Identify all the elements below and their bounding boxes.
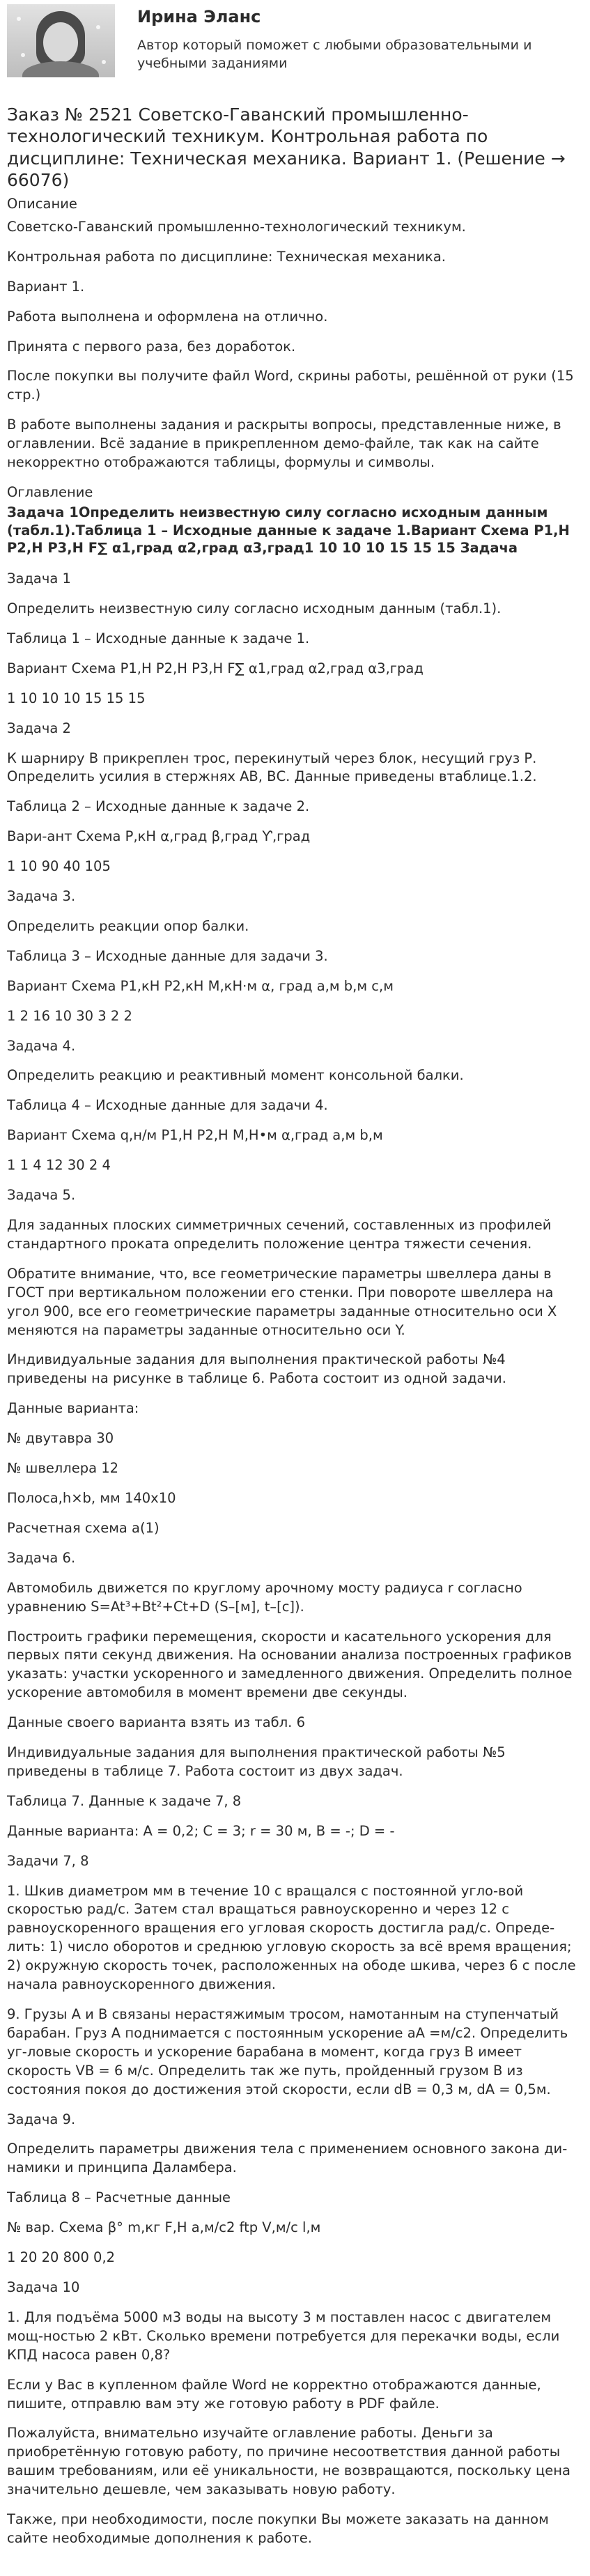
content-paragraph: 1 2 16 10 30 3 2 2 [7, 1007, 132, 1024]
content-paragraph: Задача 4. [7, 1037, 76, 1054]
description-paragraph: Вариант 1. [7, 278, 85, 295]
content-paragraph: 1 20 20 800 0,2 [7, 2249, 116, 2266]
description-paragraph: Принята с первого раза, без доработок. [7, 338, 296, 355]
content-paragraph: Вари-ант Схема Р,кН α,град β,град Ƴ,град [7, 828, 311, 845]
content-paragraph: Таблица 7. Данные к задаче 7, 8 [7, 1792, 242, 1809]
author-header [7, 0, 583, 77]
description-paragraph: В работе выполнены задания и раскрыты вопросы, представленные ниже, в оглавлении. Всё задание в прикрепленном демо-файле, так как на сайте некорректно отображаются таблицы, формулы и символы. [7, 417, 561, 471]
content-paragraph: Определить неизвестную силу согласно исходным данным (табл.1). [7, 600, 502, 616]
content-paragraph: Индивидуальные задания для выполнения практической работы №5 приведены в таблице 7. Работа состоит из двух задач. [7, 1744, 506, 1779]
content-paragraph: Задача 3. [7, 888, 76, 905]
content-paragraph: Вариант Схема P1,кН P2,кН M,кН·м α, град a,м b,м c,м [7, 977, 394, 994]
author-description: Автор который поможет с любыми образовательными и учебными заданиями [137, 38, 532, 71]
content-paragraph: Таблица 2 – Исходные данные к задаче 2. [7, 798, 310, 815]
content-paragraph: Данные варианта: [7, 1400, 139, 1417]
content-paragraph: Таблица 4 – Исходные данные для задачи 4. [7, 1097, 328, 1114]
content-paragraph: Задача 6. [7, 1549, 76, 1566]
content-paragraph: Задача 10 [7, 2279, 80, 2295]
content-paragraph: 1. Для подъёма 5000 м3 воды на высоту 3 м поставлен насос с двигателем мощ-ностью 2 кВт. Сколько времени потребуется для перекачки воды, если КПД насоса равен 0,8? [7, 2309, 560, 2363]
description-block [7, 218, 583, 472]
content-paragraph: Вариант Схема P1,Н P2,Н P3,Н F∑ α1,град α2,град α3,град [7, 660, 424, 676]
author-avatar[interactable] [7, 4, 115, 77]
content-paragraph: № вар. Схема β° m,кг F,Н a,м/с2 ftp V,м/с l,м [7, 2219, 321, 2236]
content-paragraph: 9. Грузы А и В связаны нерастяжимым тросом, намотанным на ступенчатый барабан. Груз А поднимается с постоянным ускорение aA =м/с2. Определить уг-ловые скорость и ускорение барабана в момент, когда груз В имеет скорость VB = 6 м/с. Определить так же путь, пройденный грузом В из состояния покоя до достижения этой скорости, если dB = 0,3 м, dA = 0,5м. [7, 2006, 568, 2097]
content-paragraph: Данные своего варианта взять из табл. 6 [7, 1714, 305, 1731]
content-paragraph: Если у Вас в купленном файле Word не корректно отображаются данные, пишите, отправлю вам эту же готовую работу в PDF файле. [7, 2376, 541, 2412]
content-paragraph: Определить реакцию и реактивный момент консольной балки. [7, 1067, 464, 1084]
content-paragraph: Таблица 8 – Расчетные данные [7, 2189, 231, 2206]
description-paragraph: Контрольная работа по дисциплине: Техническая механика. [7, 248, 446, 265]
description-paragraph: Работа выполнена и оформлена на отлично. [7, 308, 328, 325]
content-paragraph: № двутавра 30 [7, 1430, 114, 1447]
content-paragraph: Индивидуальные задания для выполнения практической работы №4 приведены на рисунке в таблице 6. Работа состоит из одной задачи. [7, 1351, 506, 1387]
content-paragraph: Задачи 7, 8 [7, 1852, 89, 1869]
content-paragraph: № швеллера 12 [7, 1460, 119, 1477]
content-paragraph: Для заданных плоских симметричных сечений, составленных из профилей стандартного проката определить положение центра тяжести сечения. [7, 1217, 552, 1252]
content-paragraph: 1 1 4 12 30 2 4 [7, 1157, 111, 1174]
content-paragraph: Расчетная схема а(1) [7, 1519, 160, 1536]
content-paragraph: 1 10 10 10 15 15 15 [7, 690, 146, 706]
content-paragraph: 1. Шкив диаметром мм в течение 10 с вращался с постоянной угло-вой скоростью рад/с. Затем стал вращаться равноускоренно и через 12 с равноускоренного вращения его угловая скорость достигла рад/с. Опреде-лить: 1) число оборотов и среднюю угловую скорость за всё время вращения; 2) окружную скорость точек, расположенных на ободе шкива, через 6 с после начала равноускоренного движения. [7, 1882, 576, 1993]
content-paragraph: Также, при необходимости, после покупки Вы можете заказать на данном сайте необходимые дополнения к работе. [7, 2511, 549, 2546]
description-paragraph: После покупки вы получите файл Word, скрины работы, решённой от руки (15 стр.) [7, 368, 574, 403]
content-paragraph: Таблица 3 – Исходные данные для задачи 3. [7, 947, 328, 964]
content-paragraph: Пожалуйста, внимательно изучайте оглавление работы. Деньги за приобретённую готовую работу, по причине несоответствия данной работы вашим требованиям, или её уникальности, не возвращаются, поскольку цена значительно дешевле, чем заказывать новую работу. [7, 2425, 570, 2498]
content-paragraph: Автомобиль движется по круглому арочному мосту радиуса r согласно уравнению S=At³+Bt²+Ct+D (S–[м], t–[c]). [7, 1579, 522, 1615]
toc-label: Оглавление [7, 483, 93, 500]
content-paragraph: Построить графики перемещения, скорости и касательного ускорения для первых пяти секунд движения. На основании анализа построенных графиков указать: участки ускоренного и замедленного движения. Определить полное ускорение автомобиля в момент времени две секунды. [7, 1628, 573, 1701]
content-paragraph: К шарниру В прикреплен трос, перекинутый через блок, несущий груз Р. Определить усилия в стержнях АВ, ВС. Данные приведены втаблице.1.2. [7, 750, 537, 785]
description-label: Описание [7, 196, 77, 212]
author-name[interactable]: Ирина Эланс [137, 7, 261, 26]
content-paragraph: Определить параметры движения тела с применением основного закона ди-намики и принципа Даламбера. [7, 2141, 568, 2176]
content-paragraph: Полоса,h×b, мм 140х10 [7, 1489, 176, 1506]
content-paragraph: Обратите внимание, что, все геометрические параметры швеллера даны в ГОСТ при вертикальном положении его стенки. При повороте швеллера на угол 900, все его геометрические параметры заданные относительно оси X меняются на параметры заданные относительно оси Y. [7, 1265, 557, 1338]
content-paragraph: 1 10 90 40 105 [7, 858, 111, 875]
toc-heading: Задача 1Определить неизвестную силу согласно исходным данным (табл.1).Таблица 1 – Исходные данные к задаче 1.Вариант Схема P1,Н P2,Н P3,Н F∑ α1,град α2,град α3,град1 10 10 10 15 15 15 Задача [7, 504, 570, 557]
description-paragraph: Советско-Гаванский промышленно-технологический техникум. [7, 218, 466, 235]
content-paragraph: Определить реакции опор балки. [7, 917, 249, 934]
content-paragraph: Таблица 1 – Исходные данные к задаче 1. [7, 630, 310, 646]
author-info [137, 4, 583, 72]
content-paragraph: Задача 2 [7, 720, 71, 736]
content-paragraph: Задача 5. [7, 1187, 76, 1204]
content-paragraph: Задача 1 [7, 571, 71, 587]
page-title: Заказ № 2521 Советско-Гаванский промышленно-технологический техникум. Контрольная работа по дисциплине: Техническая механика. Вариант 1. (Решение → 66076) [7, 104, 566, 190]
content-paragraph: Вариант Схема q,н/м P1,Н P2,Н M,Н•м α,град a,м b,м [7, 1127, 383, 1144]
content-paragraph: Данные варианта: А = 0,2; С = 3; r = 30 м, В = -; D = - [7, 1822, 395, 1839]
content-block [7, 570, 583, 2548]
content-paragraph: Задача 9. [7, 2111, 76, 2127]
